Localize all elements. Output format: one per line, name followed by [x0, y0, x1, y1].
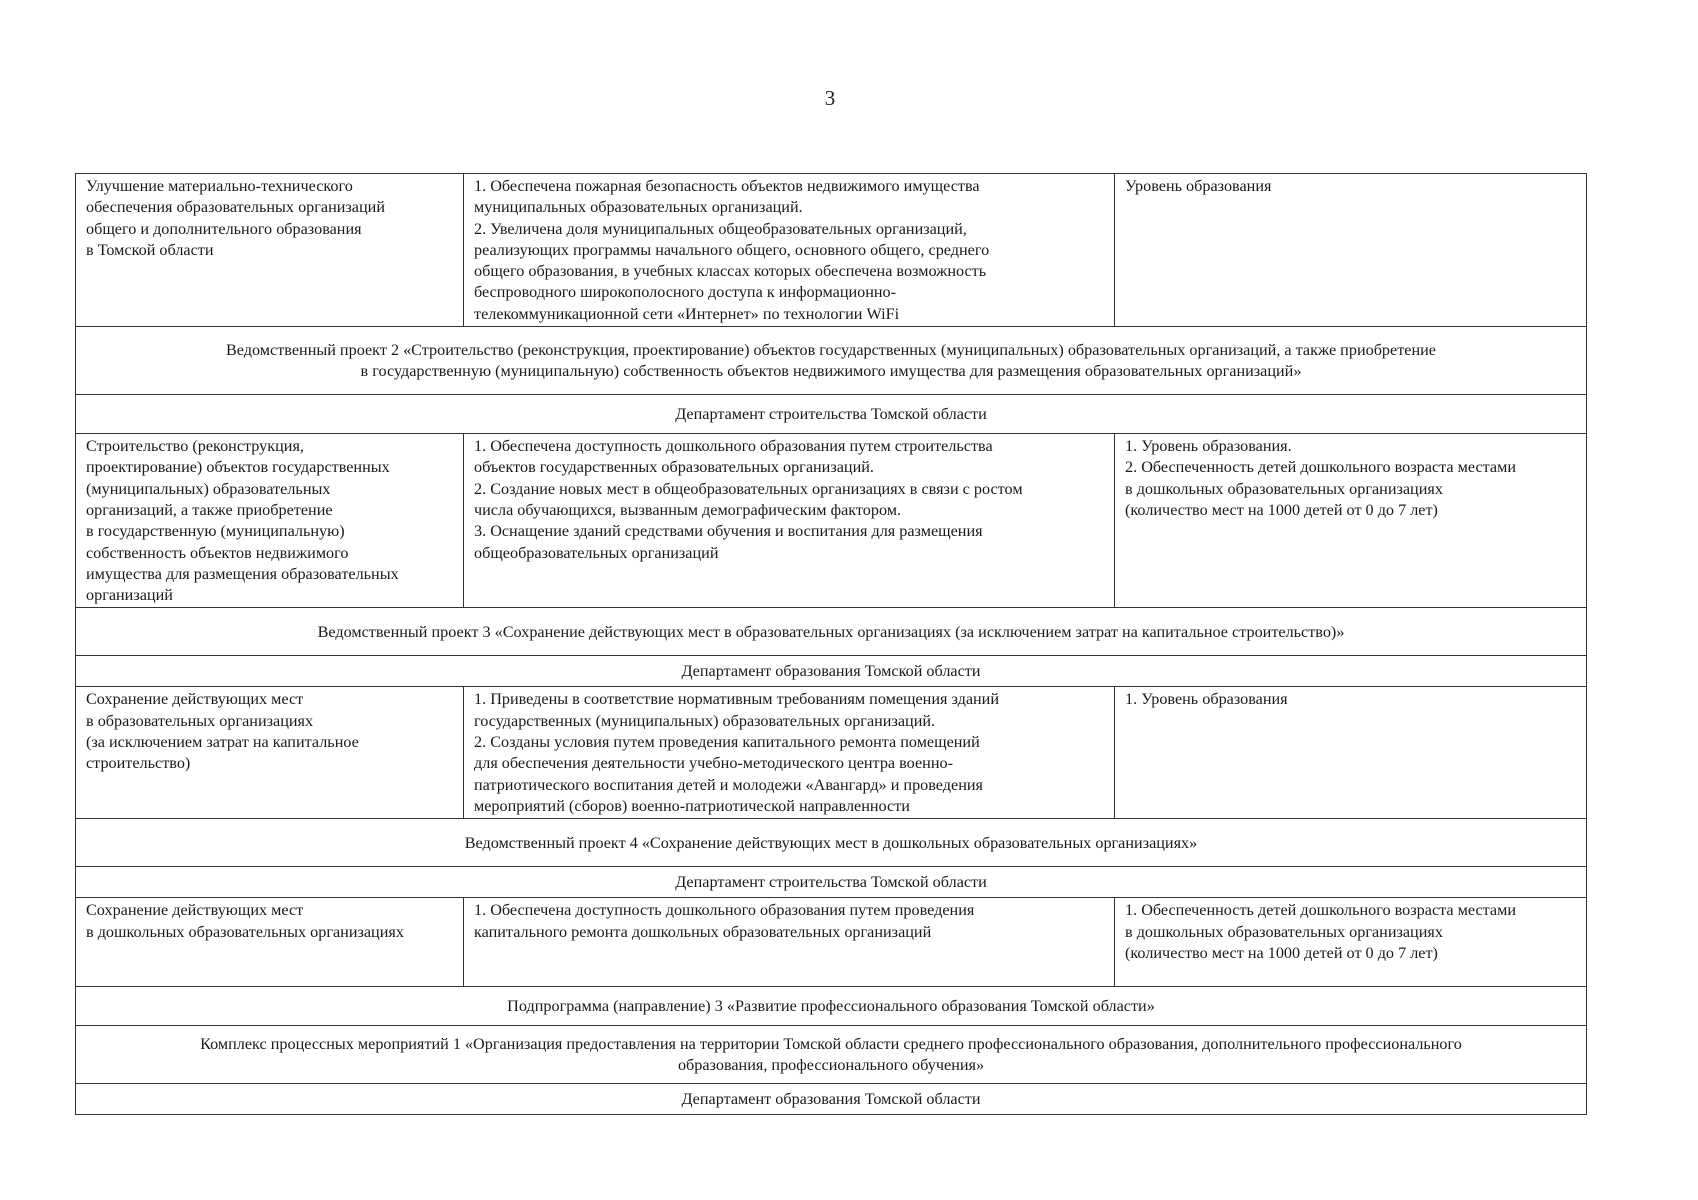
result-line: 2. Создание новых мест в общеобразовательных организациях в связи с ростом [474, 479, 1023, 498]
result-line: общего образования, в учебных классах которых обеспечена возможность [474, 262, 987, 281]
indicator-line: 1. Уровень образования [1125, 690, 1288, 709]
result-line: 1. Обеспечена доступность дошкольного образования путем строительства [474, 437, 993, 456]
indicator-line: 2. Обеспеченность детей дошкольного возраста местами [1125, 458, 1517, 477]
result-line: реализующих программы начального общего, основного общего, среднего [474, 240, 990, 259]
activity-line: (муниципальных) образовательных [86, 479, 331, 498]
indicator-cell [1115, 434, 1587, 608]
activity-cell [76, 687, 464, 819]
indicator-cell [1115, 898, 1587, 987]
result-cell [464, 174, 1115, 327]
activity-cell [76, 434, 464, 608]
indicator-line: 1. Обеспеченность детей дошкольного возраста местами [1125, 901, 1517, 920]
indicator-line: Уровень образования [1125, 177, 1272, 195]
result-line: мероприятий (сборов) военно-патриотической направленности [474, 796, 910, 815]
section-header-row [76, 867, 1587, 898]
activity-line: Строительство (реконструкция, [86, 437, 304, 456]
section-header-row [76, 608, 1587, 656]
activity-line: проектирование) объектов государственных [86, 458, 390, 477]
activity-line: обеспечения образовательных организаций [86, 198, 385, 217]
section-header-line: Ведомственный проект 2 «Строительство (реконструкция, проектирование) объектов государственных (муниципальных) образовательных организаций, а также приобретение [226, 340, 1436, 359]
section-header-line: Комплекс процессных мероприятий 1 «Организация предоставления на территории Томской области среднего профессионального образования, дополнительного профессионального [200, 1034, 1462, 1053]
section-header-line: Департамент образования Томской области [681, 662, 981, 681]
section-header-line: Департамент образования Томской области [681, 1090, 981, 1109]
section-header-row [76, 987, 1587, 1026]
section-header-row [76, 395, 1587, 434]
result-line: объектов государственных образовательных организаций. [474, 458, 874, 477]
result-line: числа обучающихся, вызванным демографическим фактором. [474, 500, 902, 519]
section-header-cell [76, 327, 1587, 395]
activity-line: организаций [86, 586, 173, 605]
section-header-row [76, 1026, 1587, 1084]
section-header-cell [76, 395, 1587, 434]
programme-table [75, 173, 1587, 1115]
result-cell [464, 687, 1115, 819]
activity-cell [76, 174, 464, 327]
activity-line: (за исключением затрат на капитальное [86, 733, 359, 752]
result-line: для обеспечения деятельности учебно-методического центра военно- [474, 754, 953, 773]
result-line: общеобразовательных организаций [474, 543, 719, 562]
result-line: 2. Созданы условия путем проведения капитального ремонта помещений [474, 733, 980, 752]
section-header-cell [76, 819, 1587, 867]
section-header-row [76, 1084, 1587, 1115]
section-header-row [76, 327, 1587, 395]
indicator-line: (количество мест на 1000 детей от 0 до 7 лет) [1125, 500, 1438, 519]
result-line: муниципальных образовательных организаций. [474, 198, 803, 217]
result-line: 1. Обеспечена пожарная безопасность объектов недвижимого имущества [474, 177, 980, 195]
activity-cell [76, 898, 464, 987]
indicator-line: (количество мест на 1000 детей от 0 до 7 лет) [1125, 943, 1438, 962]
table-row [76, 898, 1587, 987]
activity-line: в Томской области [86, 240, 214, 259]
indicator-cell [1115, 687, 1587, 819]
activity-line: строительство) [86, 754, 191, 773]
result-line: государственных (муниципальных) образовательных организаций. [474, 711, 936, 730]
activity-line: собственность объектов недвижимого [86, 543, 349, 562]
indicator-line: 1. Уровень образования. [1125, 437, 1292, 456]
section-header-cell [76, 656, 1587, 687]
section-header-line: Ведомственный проект 3 «Сохранение действующих мест в образовательных организациях (за исключением затрат на капитальное строительство)» [317, 622, 1345, 641]
activity-line: в государственную (муниципальную) [86, 522, 345, 541]
indicator-cell [1115, 174, 1587, 327]
result-line: беспроводного широкополосного доступа к информационно- [474, 283, 897, 302]
section-header-line: Ведомственный проект 4 «Сохранение действующих мест в дошкольных образовательных организациях» [464, 833, 1198, 852]
section-header-row [76, 656, 1587, 687]
table-row [76, 434, 1587, 608]
result-line: патриотического воспитания детей и молодежи «Авангард» и проведения [474, 775, 983, 794]
result-cell [464, 898, 1115, 987]
result-line: 2. Увеличена доля муниципальных общеобразовательных организаций, [474, 219, 967, 238]
table-row [76, 687, 1587, 819]
section-header-cell [76, 867, 1587, 898]
section-header-line: образования, профессионального обучения» [677, 1056, 985, 1075]
section-header-line: Подпрограмма (направление) 3 «Развитие профессионального образования Томской области» [507, 997, 1155, 1016]
indicator-line: в дошкольных образовательных организациях [1125, 922, 1443, 941]
section-header-line: в государственную (муниципальную) собственность объектов недвижимого имущества для размещения образовательных организаций» [360, 362, 1302, 381]
section-header-line: Департамент строительства Томской области [675, 873, 987, 892]
section-header-cell [76, 1026, 1587, 1084]
section-header-cell [76, 608, 1587, 656]
activity-line: имущества для размещения образовательных [86, 564, 399, 583]
result-line: капитального ремонта дошкольных образовательных организаций [474, 922, 932, 941]
result-line: 1. Приведены в соответствие нормативным требованиям помещения зданий [474, 690, 1000, 709]
result-line: 1. Обеспечена доступность дошкольного образования путем проведения [474, 901, 975, 920]
result-line: телекоммуникационной сети «Интернет» по технологии WiFi [474, 304, 900, 323]
table-row [76, 174, 1587, 327]
result-cell [464, 434, 1115, 608]
activity-line: в дошкольных образовательных организациях [86, 922, 404, 941]
activity-line: Сохранение действующих мест [86, 690, 304, 709]
activity-line: Улучшение материально-технического [86, 177, 353, 195]
indicator-line: в дошкольных образовательных организациях [1125, 479, 1443, 498]
section-header-cell [76, 1084, 1587, 1115]
activity-line: в образовательных организациях [86, 711, 314, 730]
result-line: 3. Оснащение зданий средствами обучения и воспитания для размещения [474, 522, 983, 541]
section-header-cell [76, 987, 1587, 1026]
page-number: 3 [824, 86, 836, 110]
activity-line: Сохранение действующих мест [86, 901, 304, 920]
section-header-row [76, 819, 1587, 867]
section-header-line: Департамент строительства Томской области [675, 404, 987, 423]
activity-line: общего и дополнительного образования [86, 219, 362, 238]
activity-line: организаций, а также приобретение [86, 500, 333, 519]
